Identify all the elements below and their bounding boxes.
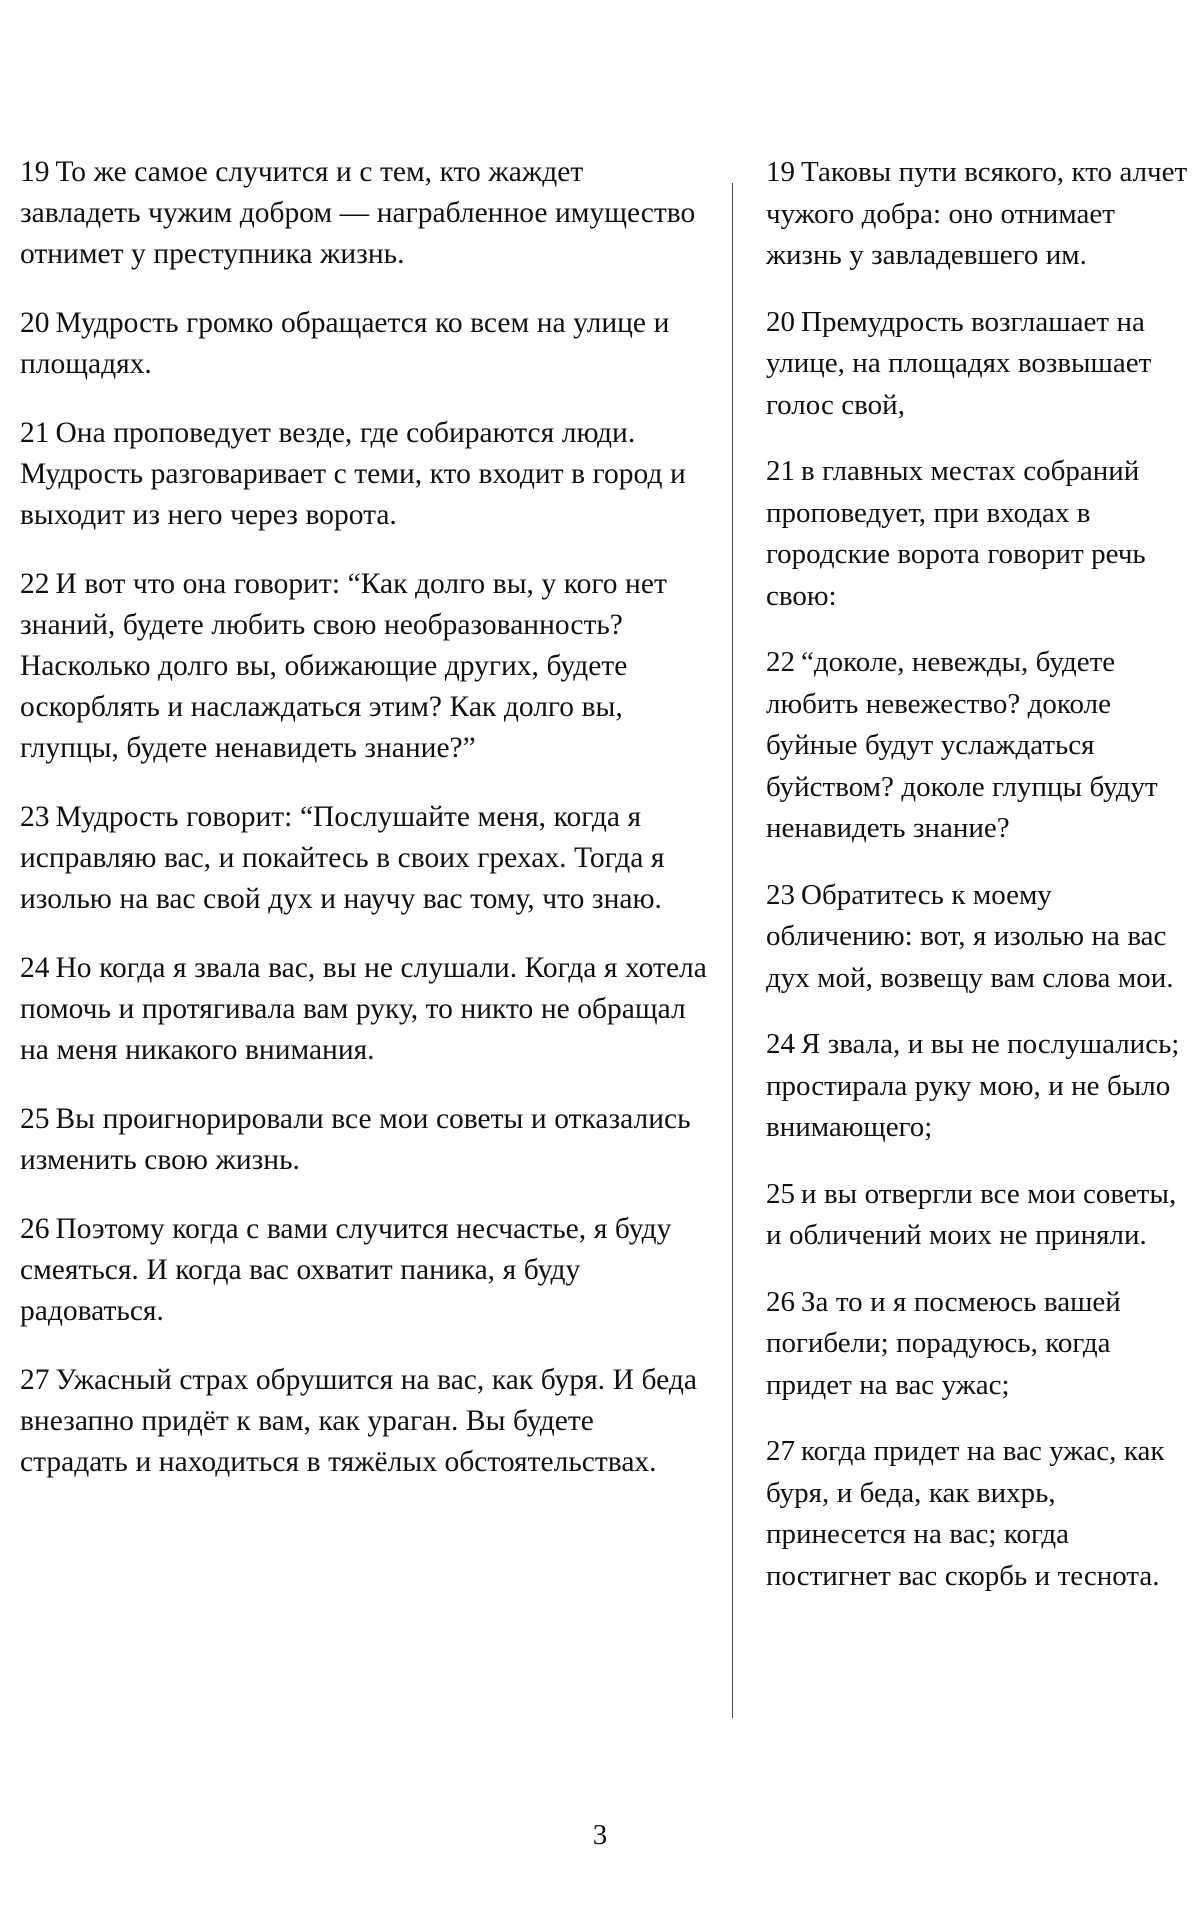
verse-number: 20 <box>20 307 50 339</box>
verse-text: в главных местах собраний проповедует, при входах в городские ворота говорит речь свою: <box>766 455 1146 612</box>
verse-text: когда придет на вас ужас, как буря, и беда, как вихрь, принесется на вас; когда постигнет вас скорбь и теснота. <box>766 1435 1165 1592</box>
verse-number: 19 <box>20 156 50 188</box>
verse-number: 24 <box>766 1028 795 1060</box>
verse-number: 27 <box>20 1364 50 1396</box>
verse-text: То же самое случится и с тем, кто жаждет завладеть чужим добром — награбленное имущество отнимет у преступника жизнь. <box>20 156 696 270</box>
verse <box>766 152 1194 277</box>
verse-number: 21 <box>766 455 795 487</box>
verse-number: 25 <box>766 1177 795 1210</box>
two-column-body <box>0 152 1200 1742</box>
verse-number: 27 <box>766 1435 795 1467</box>
verse <box>20 1360 708 1483</box>
verse <box>20 413 708 536</box>
verse <box>20 303 708 385</box>
verse-number: 26 <box>20 1213 50 1245</box>
verse-number: 22 <box>20 568 50 600</box>
text-column-right <box>733 152 1200 1622</box>
verse-text: За то и я посмеюсь вашей погибели; порадуюсь, когда придет на вас ужас; <box>766 1285 1121 1401</box>
verse-text: Премудрость возглашает на улице, на площадях возвышает голос свой, <box>766 305 1152 421</box>
verse <box>766 1282 1194 1407</box>
verse-text: Мудрость говорит: “Послушайте меня, когда я исправляю вас, и покайтесь в своих грехах. Тогда я изолью на вас свой дух и научу вас тому, что знаю. <box>20 801 665 915</box>
text-column-left <box>0 152 732 1511</box>
verse-text: Мудрость громко обращается ко всем на улице и площадях. <box>20 307 670 380</box>
verse <box>766 642 1194 850</box>
verse-text: Ужасный страх обрушится на вас, как буря. И беда внезапно придёт к вам, как ураган. Вы будете страдать и находиться в тяжёлых обстоятельствах. <box>20 1364 697 1478</box>
verse <box>766 1174 1194 1257</box>
verse-number: 25 <box>20 1103 50 1135</box>
verse-number: 22 <box>766 646 795 678</box>
verse <box>766 1024 1194 1149</box>
verse <box>20 948 708 1071</box>
verse <box>20 564 708 769</box>
verse <box>766 875 1194 1000</box>
verse-text: Но когда я звала вас, вы не слушали. Когда я хотела помочь и протягивала вам руку, то никто не обращал на меня никакого внимания. <box>20 952 707 1066</box>
verse <box>766 1431 1194 1597</box>
verse-text: и вы отвергли все мои советы, и обличений моих не приняли. <box>766 1177 1177 1251</box>
verse-text: “доколе, невежды, будете любить невежество? доколе буйные будут услаждаться буйством? доколе глупцы будут ненавидеть знание? <box>766 646 1158 844</box>
verse <box>766 302 1194 427</box>
verse-text: Вы проигнорировали все мои советы и отказались изменить свою жизнь. <box>20 1103 691 1176</box>
verse-number: 19 <box>766 156 795 188</box>
verse-number: 26 <box>766 1285 795 1318</box>
verse-text: Она проповедует везде, где собираются люди. Мудрость разговаривает с теми, кто входит в город и выходит из него через ворота. <box>20 417 686 531</box>
verse-text: Поэтому когда с вами случится несчастье, я буду смеяться. И когда вас охватит паника, я буду радоваться. <box>20 1213 672 1327</box>
verse-text: И вот что она говорит: “Как долго вы, у кого нет знаний, будете любить свою необразованность? Насколько долго вы, обижающие других, будете оскорблять и наслаждаться этим? Как долго вы, глупцы, будете ненавидеть знание?” <box>20 568 667 764</box>
verse <box>20 1209 708 1332</box>
verse-number: 21 <box>20 417 50 449</box>
verse-number: 24 <box>20 952 50 984</box>
verse-number: 23 <box>766 878 795 911</box>
verse-number: 23 <box>20 801 50 833</box>
verse-text: Таковы пути всякого, кто алчет чужого добра: оно отнимает жизнь у завладевшего им. <box>766 156 1188 271</box>
verse-text: Обратитесь к моему обличению: вот, я изолью на вас дух мой, возвещу вам слова мои. <box>766 878 1174 994</box>
verse <box>20 1099 708 1181</box>
verse-text: Я звала, и вы не послушались; простирала руку мою, и не было внимающего; <box>766 1028 1180 1143</box>
verse-number: 20 <box>766 305 795 338</box>
verse <box>766 451 1194 617</box>
verse <box>20 797 708 920</box>
page-number: 3 <box>592 1819 608 1851</box>
verse <box>20 152 708 275</box>
